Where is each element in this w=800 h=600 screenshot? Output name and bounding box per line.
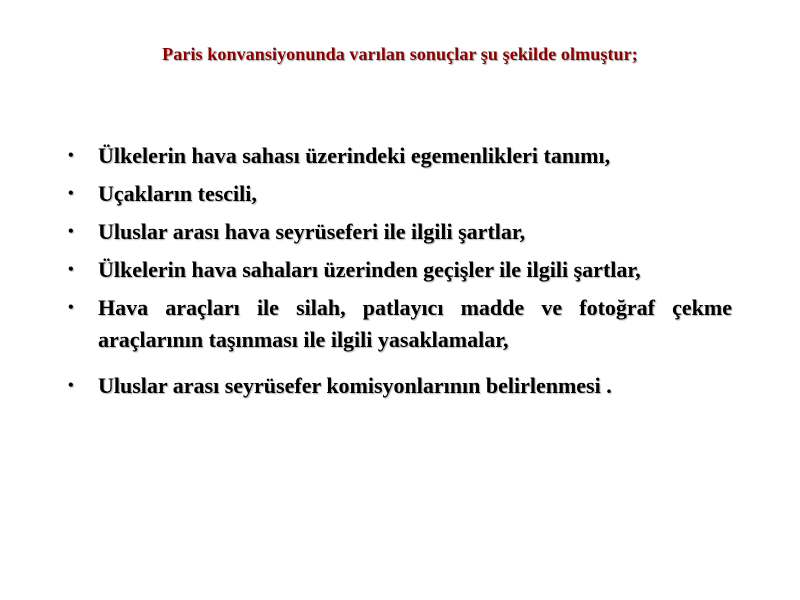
list-item: [68, 140, 732, 172]
list-item: [68, 370, 732, 402]
bullet-list: [68, 140, 732, 408]
bullet-text: Uluslar arası hava seyrüseferi ile ilgili şartlar,: [98, 219, 526, 244]
slide-title: Paris konvansiyonunda varılan sonuçlar şu şekilde olmuştur;: [162, 44, 638, 64]
list-item: [68, 178, 732, 210]
bullet-icon: •: [68, 377, 74, 394]
bullet-icon: •: [68, 223, 74, 240]
list-item: [68, 292, 732, 356]
list-item: [68, 254, 732, 286]
bullet-icon: •: [68, 147, 74, 164]
bullet-icon: •: [68, 299, 74, 316]
bullet-icon: •: [68, 261, 74, 278]
bullet-text: Ülkelerin hava sahaları üzerinden geçişler ile ilgili şartlar,: [98, 257, 641, 282]
bullet-text: Hava araçları ile silah, patlayıcı madde ve fotoğraf çekme araçlarının taşınması ile ilgili yasaklamalar,: [98, 295, 732, 352]
bullet-text: Ülkelerin hava sahası üzerindeki egemenlikleri tanımı,: [98, 143, 611, 168]
bullet-text: Uçakların tescili,: [98, 181, 257, 206]
bullet-text: Uluslar arası seyrüsefer komisyonlarının belirlenmesi .: [98, 373, 612, 398]
bullet-icon: •: [68, 185, 74, 202]
list-item: [68, 216, 732, 248]
